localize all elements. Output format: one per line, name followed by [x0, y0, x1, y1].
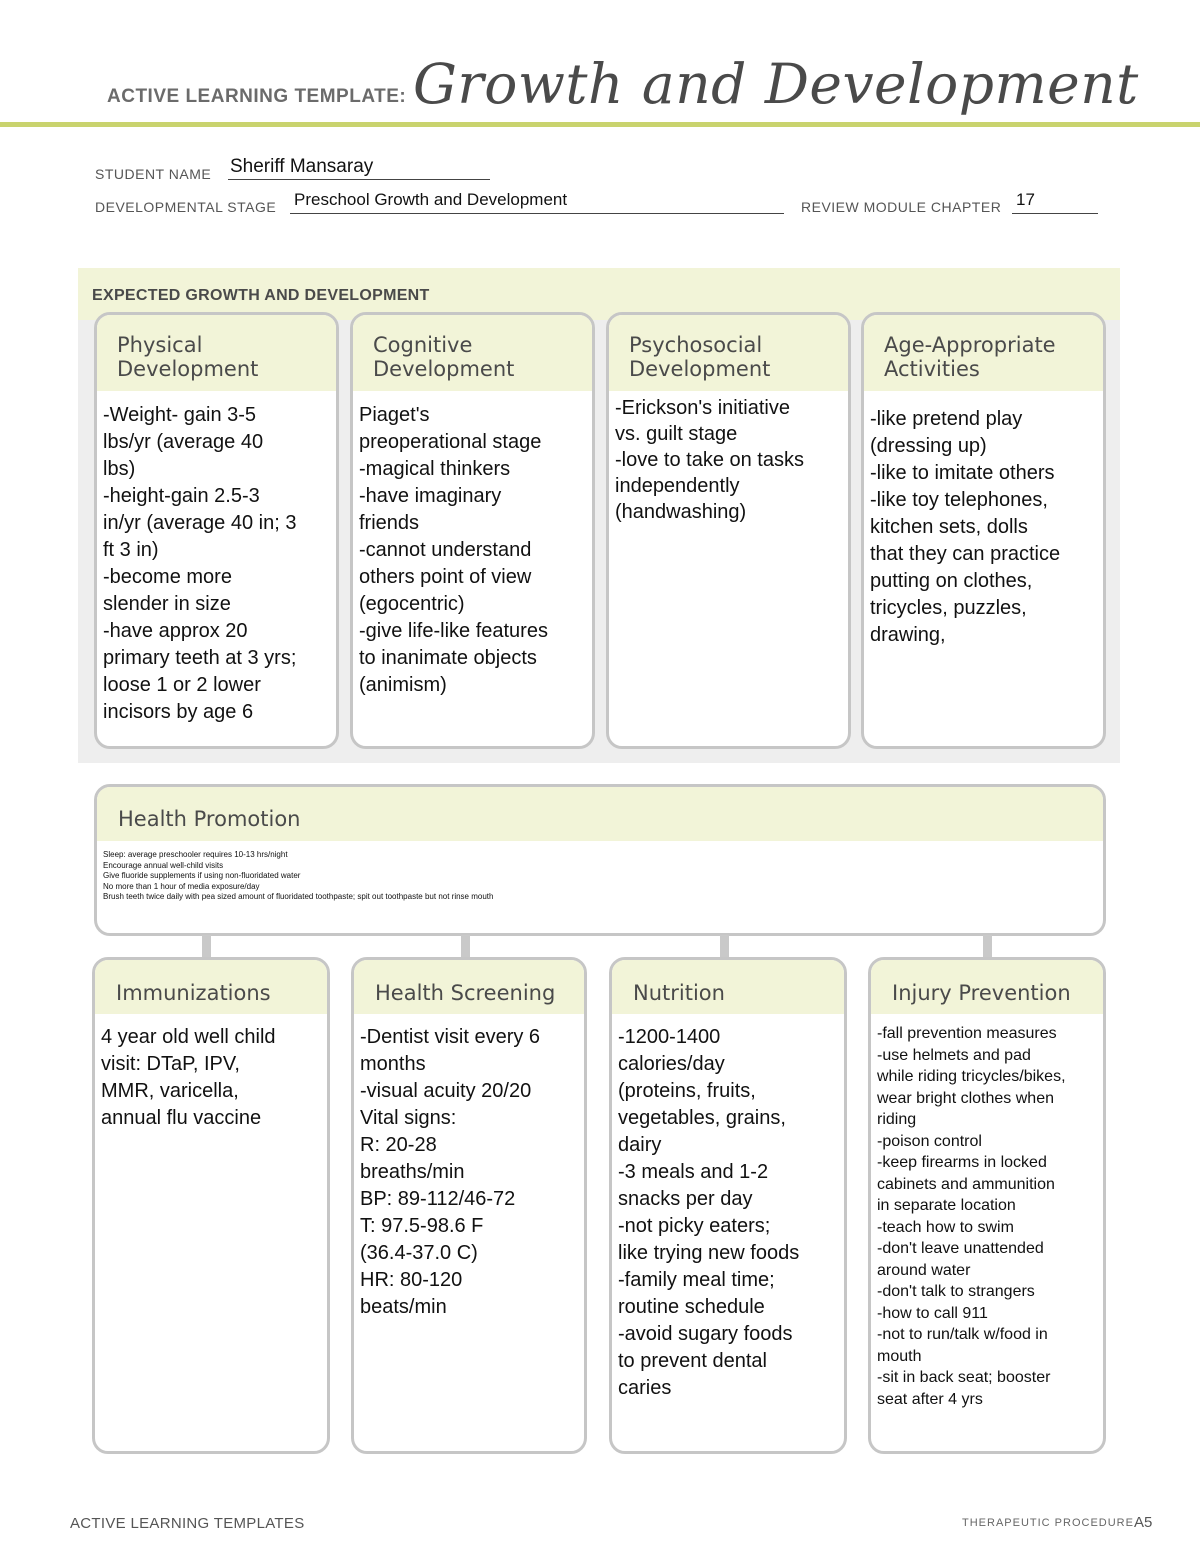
- health-screening-text[interactable]: -Dentist visit every 6 months -visual acuity 20/20 Vital signs: R: 20-28 breaths/min BP: 89-112/46-72 T: 97.5-98.6 F (36.4-37.0 C) HR: 80-120 beats/min: [360, 1026, 541, 1318]
- student-name-label: STUDENT NAME: [95, 166, 212, 182]
- immunizations-card: [92, 957, 330, 1454]
- age-appropriate-activities-text[interactable]: -like pretend play (dressing up) -like to imitate others -like toy telephones, kitchen sets, dolls that they can practice putting on clothes, tricycles, puzzles, drawing,: [870, 408, 1061, 646]
- cognitive-development-heading: Cognitive Development: [353, 315, 592, 391]
- age-appropriate-activities-heading: Age-Appropriate Activities: [864, 315, 1103, 391]
- health-screening-heading: Health Screening: [354, 960, 584, 1014]
- footer-template-label: ACTIVE LEARNING TEMPLATES: [70, 1515, 305, 1532]
- template-label: ACTIVE LEARNING TEMPLATE:: [107, 86, 407, 107]
- nutrition-card: [609, 957, 847, 1454]
- health-promotion-heading: Health Promotion: [97, 787, 1103, 841]
- review-chapter-field[interactable]: 17: [1016, 190, 1035, 209]
- psychosocial-development-card: [606, 312, 851, 749]
- health-promotion-text[interactable]: Sleep: average preschooler requires 10-13 hrs/night Encourage annual well-child visits Give fluoride supplements if using non-fluoridated water No more than 1 hour of media exposure/day Brush teeth twice daily with pea sized amount of fluoridated toothpaste; spit out toothpaste but not rinse mouth: [103, 850, 494, 901]
- connector: [983, 935, 992, 959]
- psychosocial-development-text[interactable]: -Erickson's initiative vs. guilt stage -love to take on tasks independently (handwashing): [615, 397, 804, 523]
- connector: [202, 935, 211, 959]
- review-chapter-underline: [1012, 213, 1098, 214]
- physical-development-heading: Physical Development: [97, 315, 336, 391]
- review-chapter-label: REVIEW MODULE CHAPTER: [801, 199, 1002, 215]
- psychosocial-development-heading: Psychosocial Development: [609, 315, 848, 391]
- injury-prevention-card: [868, 957, 1106, 1454]
- health-promotion-card: [94, 784, 1106, 936]
- physical-development-card: [94, 312, 339, 749]
- developmental-stage-underline: [290, 213, 784, 214]
- nutrition-text[interactable]: -1200-1400 calories/day (proteins, fruits, vegetables, grains, dairy -3 meals and 1-2 snacks per day -not picky eaters; like trying new foods -family meal time; routine schedule -avoid sugary foods to prevent dental caries: [618, 1026, 800, 1399]
- age-appropriate-activities-card: [861, 312, 1106, 749]
- footer-category-label: THERAPEUTIC PROCEDURE: [962, 1517, 1134, 1529]
- page-title: Growth and Development: [413, 52, 1139, 116]
- physical-development-text[interactable]: -Weight- gain 3-5 lbs/yr (average 40 lbs) -height-gain 2.5-3 in/yr (average 40 in; 3 ft 3 in) -become more slender in size -have approx 20 primary teeth at 3 yrs; loose 1 or 2 lower incisors by age 6: [103, 404, 297, 723]
- student-name-field[interactable]: Sheriff Mansaray: [230, 156, 374, 177]
- injury-prevention-text[interactable]: -fall prevention measures -use helmets and pad while riding tricycles/bikes, wear bright clothes when riding -poison control -keep firearms in locked cabinets and ammunition in separate location -teach how to swim -don't leave unattended around water -don't talk to strangers -how to call 911 -not to run/talk w/food in mouth -sit in back seat; booster seat after 4 yrs: [877, 1025, 1066, 1408]
- nutrition-heading: Nutrition: [612, 960, 844, 1014]
- connector: [461, 935, 470, 959]
- connector: [720, 935, 729, 959]
- expected-growth-title: EXPECTED GROWTH AND DEVELOPMENT: [92, 287, 430, 304]
- injury-prevention-heading: Injury Prevention: [871, 960, 1103, 1014]
- student-name-underline: [228, 179, 490, 180]
- cognitive-development-text[interactable]: Piaget's preoperational stage -magical thinkers -have imaginary friends -cannot understand others point of view (egocentric) -give life-like features to inanimate objects (animism): [359, 404, 548, 696]
- health-screening-card: [351, 957, 587, 1454]
- page-number: A5: [1134, 1514, 1153, 1531]
- developmental-stage-field[interactable]: Preschool Growth and Development: [294, 190, 568, 209]
- immunizations-text[interactable]: 4 year old well child visit: DTaP, IPV, MMR, varicella, annual flu vaccine: [101, 1026, 276, 1129]
- developmental-stage-label: DEVELOPMENTAL STAGE: [95, 199, 277, 215]
- cognitive-development-card: [350, 312, 595, 749]
- header-divider: [0, 122, 1200, 127]
- immunizations-heading: Immunizations: [95, 960, 327, 1014]
